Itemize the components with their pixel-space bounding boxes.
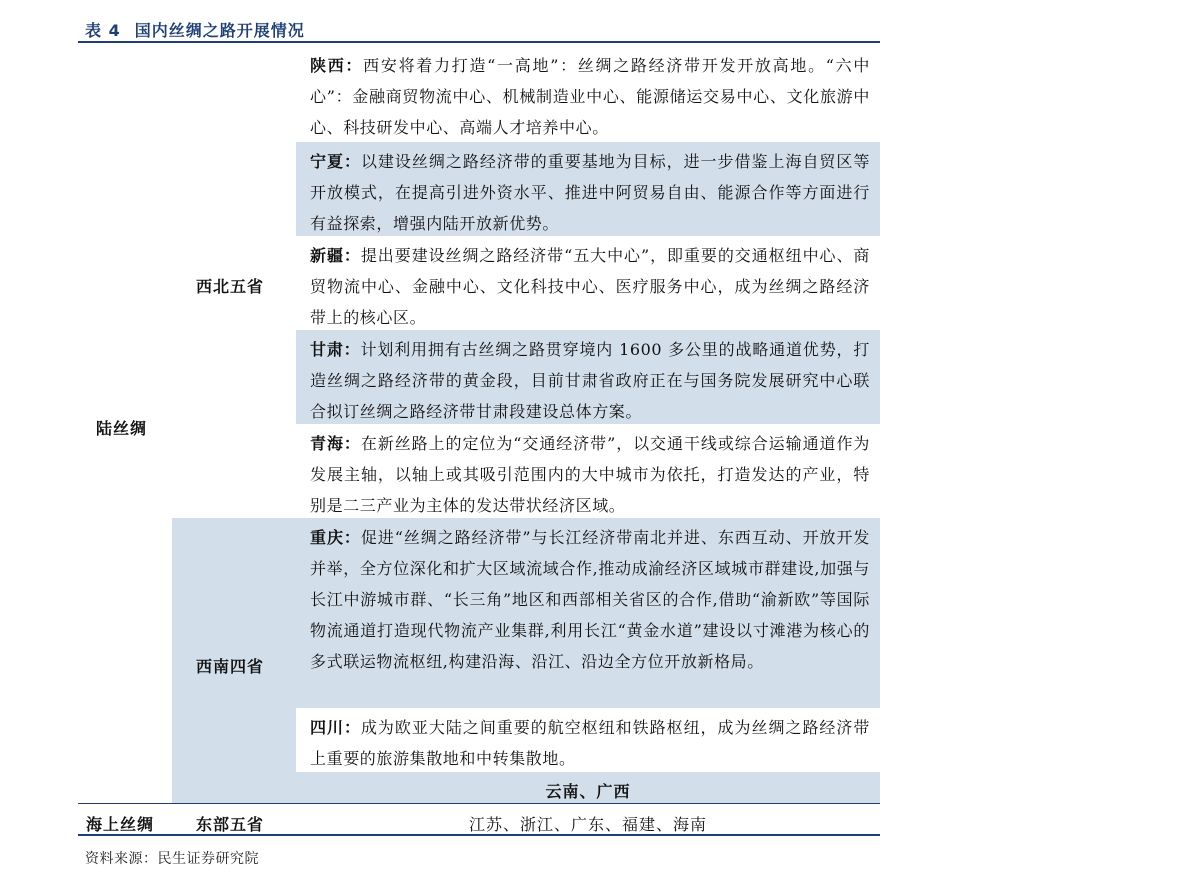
- top-rule: [78, 41, 880, 43]
- province-name: 宁夏：: [310, 152, 361, 171]
- province-name: 陕西：: [310, 56, 364, 75]
- province-text: 提出要建设丝绸之路经济带“五大中心”，即重要的交通枢纽中心、商贸物流中心、金融中心、文化科技中心、医疗服务中心，成为丝绸之路经济带上的核心区。: [310, 246, 870, 327]
- province-name: 青海：: [310, 434, 361, 453]
- province-cell-sichuan: [296, 708, 880, 772]
- province-text: 西安将着力打造“一高地”：丝绸之路经济带开发开放高地。“六中心”：金融商贸物流中心、机械制造业中心、能源储运交易中心、文化旅游中心、科技研发中心、高端人才培养中心。: [310, 56, 870, 137]
- east-provinces-list: 江苏、浙江、广东、福建、海南: [468, 815, 707, 834]
- region-northwest: 西北五省: [196, 277, 265, 296]
- province-cell-qinghai: [296, 424, 880, 518]
- southwest-rest-provinces: 云南、广西: [545, 782, 631, 801]
- province-text: 计划利用拥有古丝绸之路贯穿境内 1600 多公里的战略通道优势，打造丝绸之路经济带的黄金段，目前甘肃省政府正在与国务院发展研究中心联合拟订丝绸之路经济带甘肃段建设总体方案。: [310, 340, 870, 421]
- province-name: 重庆：: [310, 528, 361, 547]
- province-cell-shaanxi: [296, 46, 880, 142]
- province-cell-ningxia: [296, 142, 880, 236]
- province-text: 成为欧亚大陆之间重要的航空枢纽和铁路枢纽，成为丝绸之路经济带上重要的旅游集散地和中转集散地。: [310, 718, 870, 768]
- source-note: 资料来源：民生证券研究院: [85, 851, 259, 867]
- province-name: 甘肃：: [310, 340, 361, 359]
- region-east: 东部五省: [196, 815, 265, 834]
- group-sea-silk: 海上丝绸: [86, 815, 155, 834]
- province-cell-xinjiang: [296, 236, 880, 330]
- province-name: 新疆：: [310, 246, 361, 265]
- group-land-silk: 陆丝绸: [96, 419, 148, 438]
- table-number: 表 4: [85, 21, 121, 40]
- province-text: 促进“丝绸之路经济带”与长江经济带南北并进、东西互动、开放开发并举，全方位深化和扩大区域流域合作,推动成渝经济区域城市群建设,加强与长江中游城市群、“长三角”地区和西部相关省区的合作,借助“渝新欧”等国际物流通道打造现代物流产业集群,利用长江“黄金水道”建设以寸滩港为核心的多式联运物流枢纽,构建沿海、沿江、沿边全方位开放新格局。: [310, 528, 870, 671]
- middle-rule: [78, 803, 880, 804]
- province-name: 四川：: [310, 718, 361, 737]
- region-southwest: 西南四省: [196, 657, 265, 676]
- province-text: 在新丝路上的定位为“交通经济带”，以交通干线或综合运输通道作为发展主轴，以轴上或其吸引范围内的大中城市为依托，打造发达的产业，特别是二三产业为主体的发达带状经济区域。: [310, 434, 870, 515]
- table-title: [85, 18, 305, 41]
- province-cell-gansu: [296, 330, 880, 424]
- table-caption: 国内丝绸之路开展情况: [134, 21, 305, 40]
- province-text: 以建设丝绸之路经济带的重要基地为目标，进一步借鉴上海自贸区等开放模式，在提高引进外资水平、推进中阿贸易自由、能源合作等方面进行有益探索，增强内陆开放新优势。: [310, 152, 870, 233]
- bottom-rule: [78, 834, 880, 836]
- province-cell-chongqing: [296, 518, 880, 708]
